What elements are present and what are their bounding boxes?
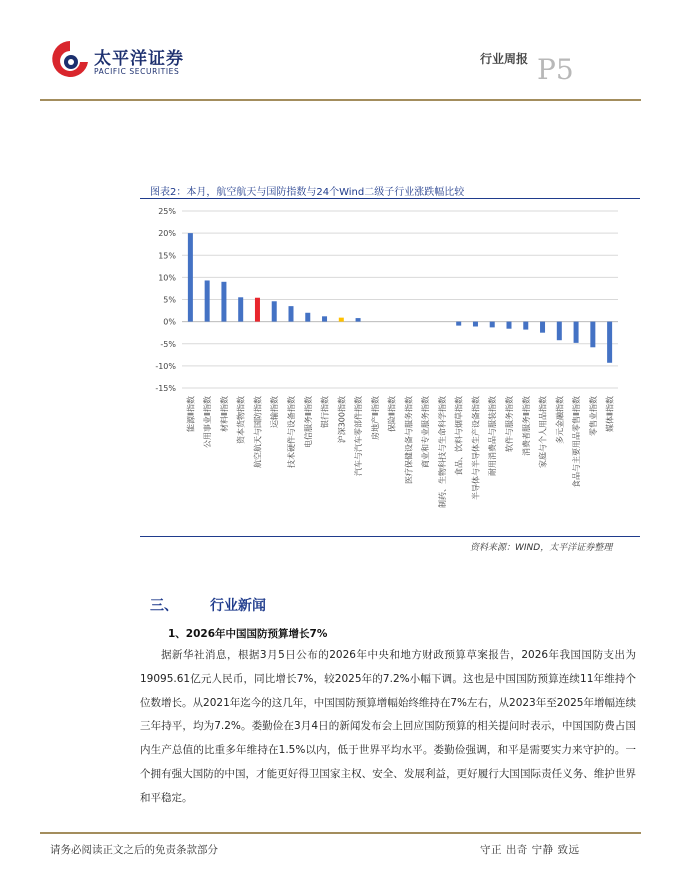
x-tick-label: 家庭与个人用品指数 xyxy=(538,396,548,468)
x-tick-label: 航空航天与国防指数 xyxy=(253,396,263,468)
x-tick-label: 房地产Ⅱ指数 xyxy=(370,396,380,440)
section-number: 三、 xyxy=(150,598,178,614)
bar xyxy=(356,318,361,322)
bar xyxy=(490,322,495,328)
bar xyxy=(574,322,579,343)
bar xyxy=(523,322,528,330)
bar xyxy=(339,318,344,322)
x-tick-label: 保险Ⅱ指数 xyxy=(387,396,397,432)
x-tick-label: 能源Ⅱ指数 xyxy=(186,396,196,432)
x-tick-label: 技术硬件与设备指数 xyxy=(287,396,296,468)
x-tick-label: 医疗保健设备与服务指数 xyxy=(404,396,414,484)
figure-top-rule xyxy=(140,198,640,199)
news-body: 据新华社消息，根据3月5日公布的2026年中央和地方财政预算草案报告，2026年我国国防支出为19095.61亿元人民币，同比增长7%，较2025年的7.2%小幅下调。这也是中国国防预算连续11年维持个位数增长。从2021年迄今的这几年，中国国防预算增幅始终维持在7%左右，从2023年至2025年增幅连续三年持平，均为7.2%。娄勤俭在3月4日的新闻发布会上回应国防预算的相关提问时表示，中国国防费占国内生产总值的比重多年维持在1.5%以内，低于世界平均水平。娄勤俭强调，和平是需要实力来守护的。一个拥有强大国防的中国，才能更好得卫国家主权、安全、发展利益，更好履行大国国际责任义务、维护世界和平稳定。 xyxy=(140,649,636,804)
report-type: 行业周报 xyxy=(480,52,529,66)
bar xyxy=(540,322,545,333)
footer-disclaimer: 请务必阅读正文之后的免责条款部分 xyxy=(50,844,218,856)
section-title: 行业新闻 xyxy=(210,598,266,614)
y-tick-label: -10% xyxy=(155,361,176,371)
logo-mark-icon xyxy=(50,38,90,82)
bar xyxy=(205,280,210,321)
logo-text-cn: 太平洋证券 xyxy=(94,49,184,69)
company-logo xyxy=(50,38,182,84)
bar xyxy=(188,233,193,322)
x-tick-label: 半导体与半导体生产设备指数 xyxy=(471,396,481,500)
x-tick-label: 汽车与汽车零部件指数 xyxy=(354,396,364,476)
logo-text-en: PACIFIC SECURITIES xyxy=(94,67,180,76)
x-tick-label: 制药、生物科技与生命科学指数 xyxy=(437,396,447,508)
y-tick-label: 10% xyxy=(158,273,176,283)
x-tick-label: 耐用消费品与服装指数 xyxy=(488,396,498,476)
section-heading xyxy=(150,595,266,615)
y-tick-label: -5% xyxy=(160,339,176,349)
x-tick-label: 沪深300指数 xyxy=(337,396,347,444)
figure-title: 图表2：本月，航空航天与国防指数与24个Wind二级子行业涨跌幅比较 xyxy=(150,187,465,198)
header-divider xyxy=(40,99,641,101)
x-tick-label: 食品与主要用品零售Ⅱ指数 xyxy=(572,396,582,488)
page-number: P5 xyxy=(537,53,574,86)
x-tick-label: 媒体Ⅱ指数 xyxy=(605,396,615,432)
x-tick-label: 电信服务Ⅱ指数 xyxy=(303,396,313,448)
footer-motto: 守正 出奇 宁静 致远 xyxy=(480,844,580,856)
x-tick-label: 食品、饮料与烟草指数 xyxy=(454,396,464,476)
bar-chart xyxy=(140,200,640,536)
x-tick-label: 运输指数 xyxy=(270,396,280,428)
bar xyxy=(590,322,595,348)
bar xyxy=(322,316,327,321)
news-title: 1、2026年中国国防预算增长7% xyxy=(168,628,328,640)
bar xyxy=(221,282,226,322)
x-tick-label: 零售业指数 xyxy=(588,396,598,436)
bar xyxy=(238,297,243,321)
x-tick-label: 软件与服务指数 xyxy=(505,396,514,452)
bar xyxy=(272,301,277,321)
y-tick-label: -15% xyxy=(155,384,176,393)
bar xyxy=(507,322,512,329)
x-tick-label: 多元金融指数 xyxy=(555,396,565,444)
x-tick-label: 资本货物指数 xyxy=(236,396,246,444)
y-tick-label: 20% xyxy=(158,229,176,239)
footer-divider xyxy=(40,832,641,834)
bar xyxy=(255,298,260,322)
x-tick-label: 材料Ⅱ指数 xyxy=(219,396,229,432)
x-tick-label: 商业和专业服务指数 xyxy=(421,396,431,468)
bar xyxy=(607,322,612,363)
x-tick-label: 消费者服务Ⅱ指数 xyxy=(521,396,531,456)
y-tick-label: 5% xyxy=(163,295,176,305)
bar xyxy=(557,322,562,341)
x-tick-label: 公用事业Ⅱ指数 xyxy=(203,396,213,448)
bar xyxy=(473,322,478,327)
bar xyxy=(305,313,310,322)
bar xyxy=(456,322,461,326)
y-tick-label: 25% xyxy=(158,207,176,216)
bar xyxy=(289,306,294,321)
x-tick-label: 银行指数 xyxy=(320,396,330,428)
y-tick-label: 15% xyxy=(158,251,176,261)
figure-source: 资料来源：WIND，太平洋证券整理 xyxy=(470,543,613,553)
y-tick-label: 0% xyxy=(163,317,176,327)
figure-bottom-rule xyxy=(140,536,640,537)
